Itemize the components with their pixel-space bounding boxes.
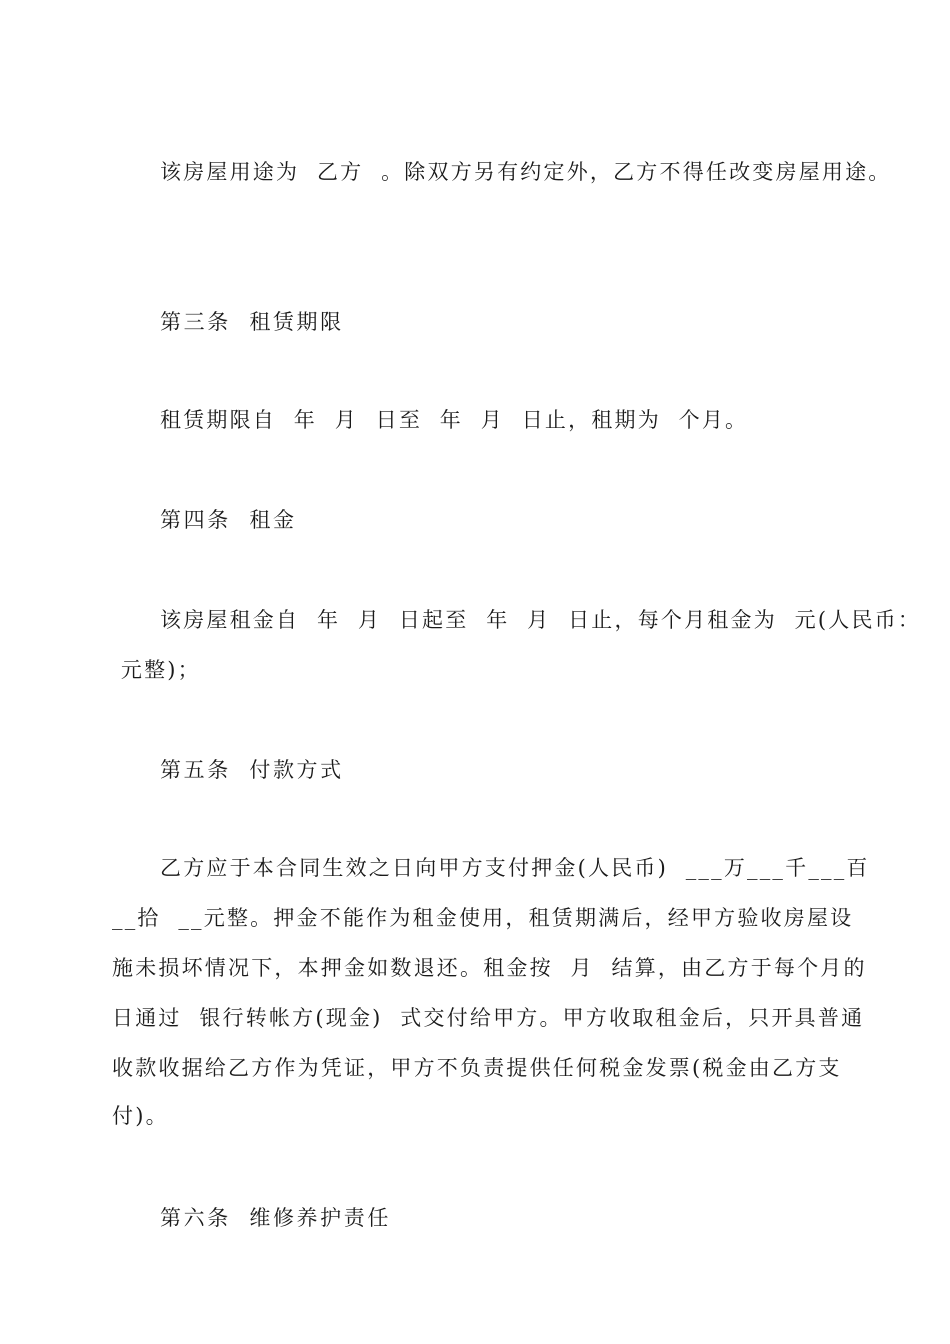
article-4-heading: 第四条 租金	[160, 508, 297, 532]
lease-term-text: 租赁期限自 年 月 日至 年 月 日止，租期为 个月。	[160, 408, 749, 432]
payment-text-line-5: 收款收据给乙方作为凭证，甲方不负责提供任何税金发票(税金由乙方支	[112, 1056, 842, 1080]
payment-text-line-2: __拾 __元整。押金不能作为租金使用，租赁期满后，经甲方验收房屋设	[112, 906, 854, 930]
article-6-heading: 第六条 维修养护责任	[160, 1206, 391, 1230]
rent-text-line-2: 元整)；	[112, 658, 201, 682]
article-3-heading: 第三条 租赁期限	[160, 310, 344, 334]
usage-clause-text: 该房屋用途为 乙方 。除双方另有约定外，乙方不得任改变房屋用途。	[160, 160, 892, 184]
article-5-heading: 第五条 付款方式	[160, 758, 344, 782]
payment-text-line-1: 乙方应于本合同生效之日向甲方支付押金(人民币) ___万___千___百	[160, 856, 870, 880]
rent-text-line-1: 该房屋租金自 年 月 日起至 年 月 日止，每个月租金为 元(人民币：	[160, 608, 922, 632]
payment-text-line-6: 付)。	[112, 1104, 169, 1128]
payment-text-line-4: 日通过 银行转帐方(现金) 式交付给甲方。甲方收取租金后，只开具普通	[112, 1006, 865, 1030]
payment-text-line-3: 施未损坏情况下，本押金如数退还。租金按 月 结算，由乙方于每个月的	[112, 956, 867, 980]
